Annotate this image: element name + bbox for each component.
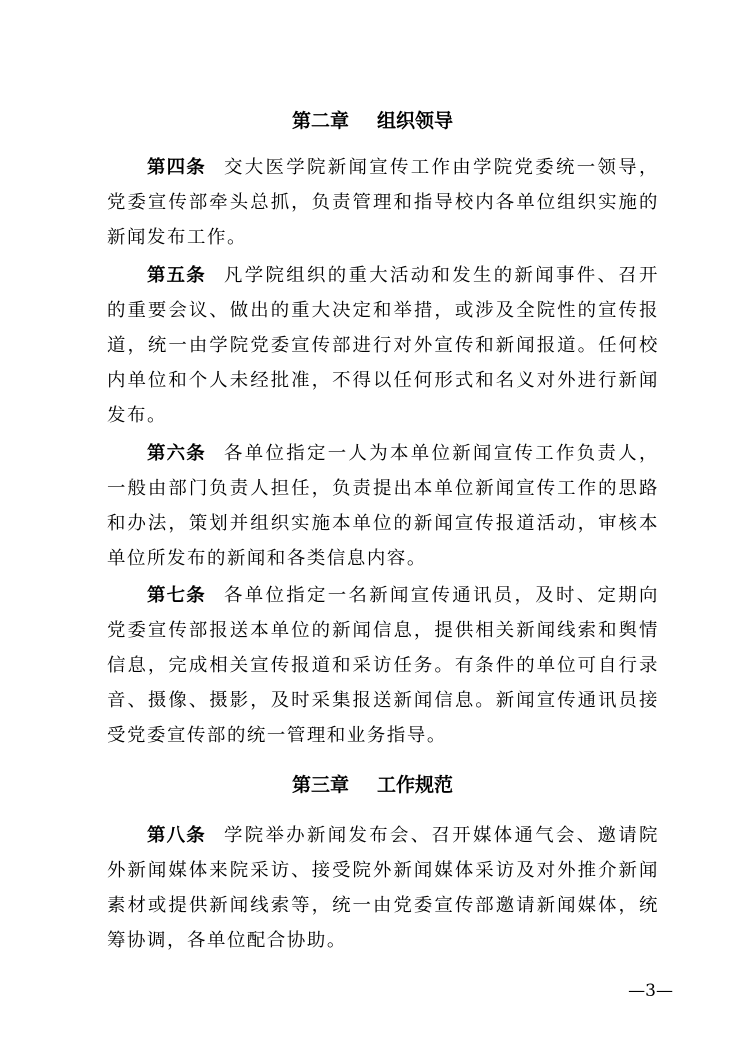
article-text: 各单位指定一名新闻宣传通讯员，及时、定期向党委宣传部报送本单位的新闻信息，提供相关新闻线索和舆情信息，完成相关宣传报道和采访任务。有条件的单位可自行录音、摄像、摄影，及时采集报送新闻信息。新闻宣传通讯员接受党委宣传部的统一管理和业务指导。 — [107, 585, 659, 746]
article-paragraph — [107, 436, 659, 576]
article-paragraph — [107, 578, 659, 753]
chapter-number: 第三章 — [291, 774, 349, 796]
article-label: 第七条 — [147, 585, 206, 606]
article-text: 学院举办新闻发布会、召开媒体通气会、邀请院外新闻媒体来院采访、接受院外新闻媒体采访及对外推介新闻素材或提供新闻线索等，统一由党委宣传部邀请新闻媒体，统筹协调，各单位配合协助。 — [107, 825, 659, 951]
page-number: —3— — [628, 981, 673, 1001]
article-label: 第四条 — [147, 157, 206, 178]
article-label: 第六条 — [147, 443, 206, 464]
chapter-title: 工作规范 — [377, 774, 454, 796]
chapter-number: 第二章 — [291, 110, 349, 132]
article-paragraph — [107, 258, 659, 433]
chapter-title: 组织领导 — [377, 110, 454, 132]
chapter-heading — [0, 773, 745, 797]
article-paragraph — [107, 150, 659, 255]
article-label: 第八条 — [147, 825, 206, 846]
article-text: 各单位指定一人为本单位新闻宣传工作负责人，一般由部门负责人担任，负责提出本单位新闻宣传工作的思路和办法，策划并组织实施本单位的新闻宣传报道活动，审核本单位所发布的新闻和各类信息内容。 — [107, 443, 659, 569]
article-text: 凡学院组织的重大活动和发生的新闻事件、召开的重要会议、做出的重大决定和举措，或涉及全院性的宣传报道，统一由学院党委宣传部进行对外宣传和新闻报道。任何校内单位和个人未经批准，不得以任何形式和名义对外进行新闻发布。 — [107, 265, 659, 426]
article-paragraph — [107, 818, 659, 958]
chapter-heading — [0, 109, 745, 133]
article-label: 第五条 — [147, 265, 206, 286]
article-text: 交大医学院新闻宣传工作由学院党委统一领导，党委宣传部牵头总抓，负责管理和指导校内各单位组织实施的新闻发布工作。 — [107, 157, 659, 248]
